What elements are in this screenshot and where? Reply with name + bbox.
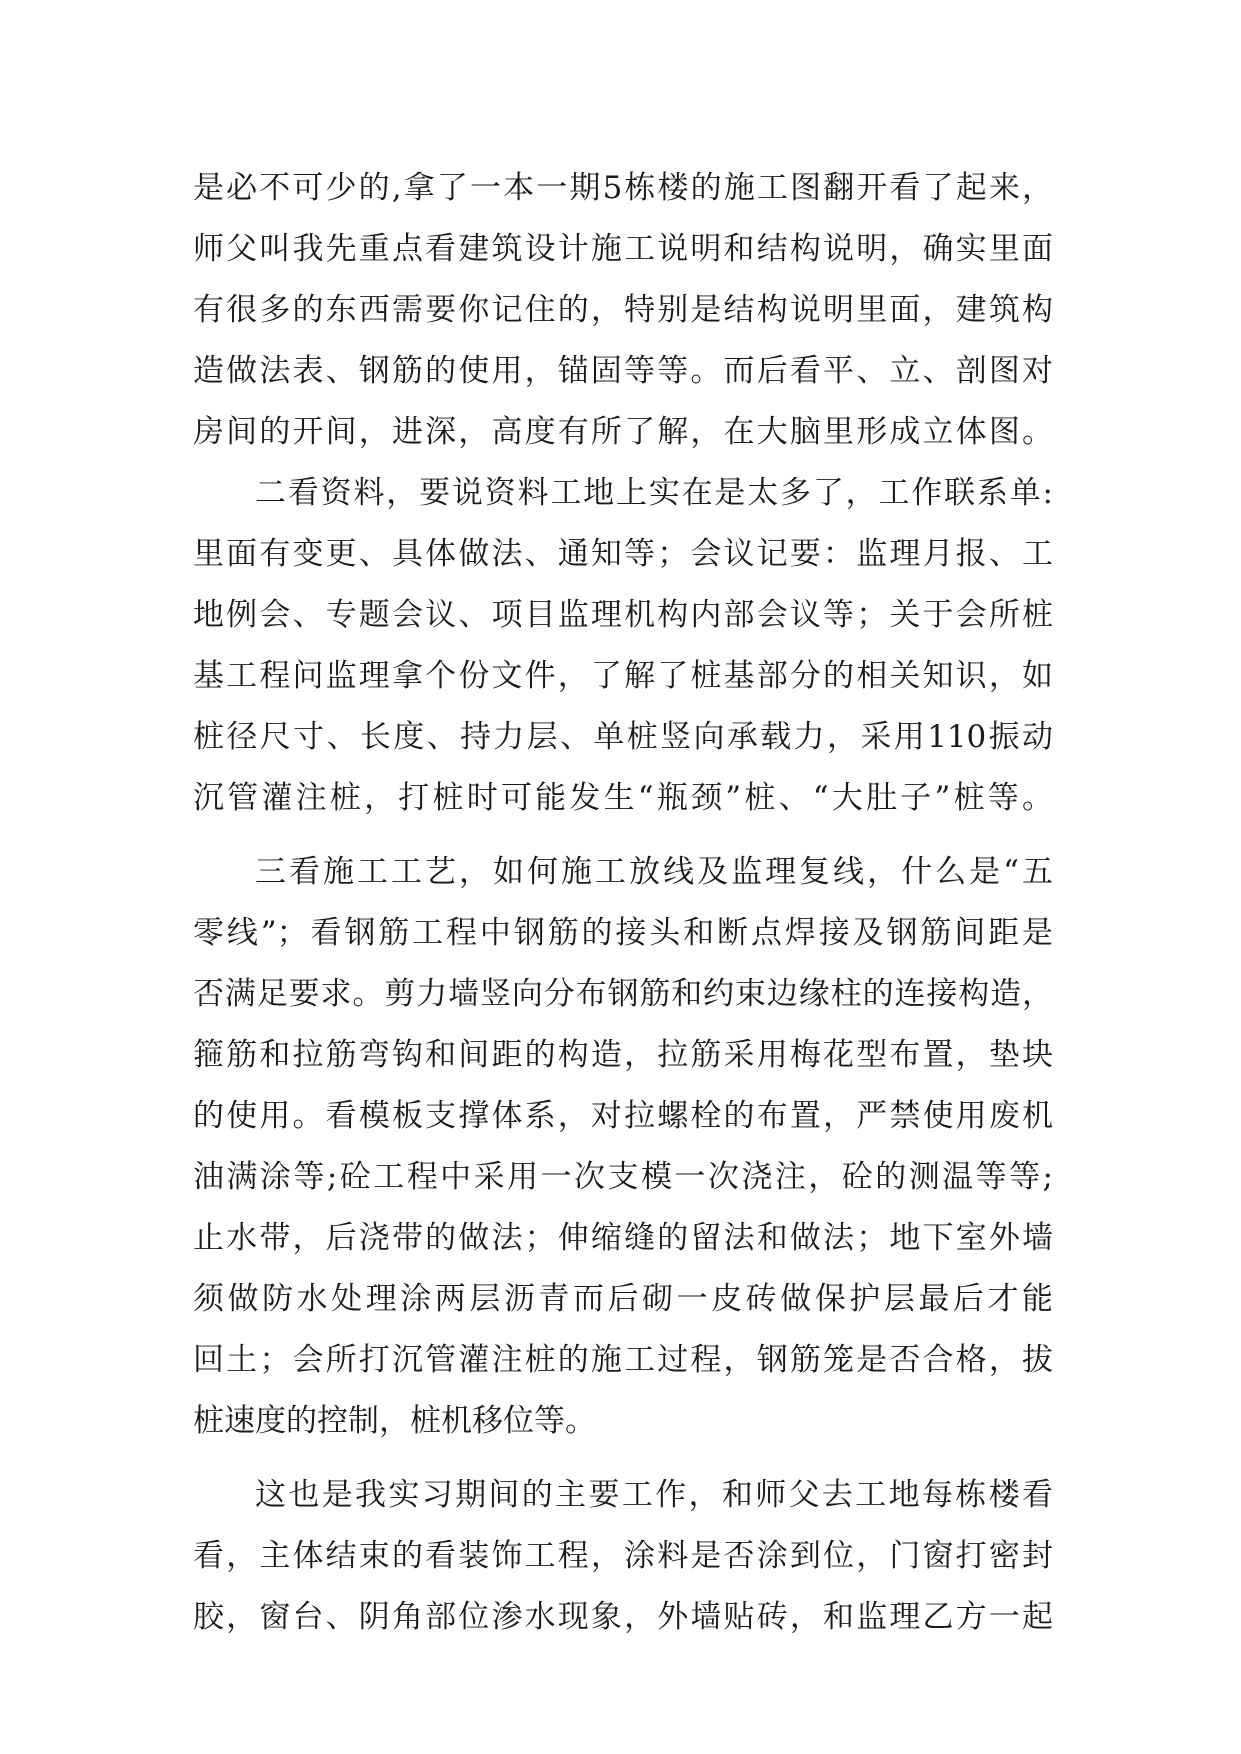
text-line: 的使用。看模板支撑体系，对拉螺栓的布置，严禁使用废机 [193,1098,1053,1134]
paragraph-spacing [193,829,1053,842]
text-line: 零线”；看钢筋工程中钢筋的接头和断点焊接及钢筋间距是 [193,915,1053,951]
text-line: 有很多的东西需要你记住的，特别是结构说明里面，建筑构 [193,292,1053,328]
text-line: 回土；会所打沉管灌注桩的施工过程，钢筋笼是否合格，拔 [193,1342,1053,1378]
text-line: 胶，窗台、阴角部位渗水现象，外墙贴砖，和监理乙方一起 [193,1599,1053,1635]
text-line: 桩速度的控制，桩机移位等。 [193,1403,596,1439]
text-line: 师父叫我先重点看建筑设计施工说明和结构说明，确实里面 [193,231,1053,267]
text-line: 是必不可少的,拿了一本一期5栋楼的施工图翻开看了起来， [193,170,1053,206]
text-line: 否满足要求。剪力墙竖向分布钢筋和约束边缘柱的连接构造， [193,976,1053,1012]
text-line: 须做防水处理涂两层沥青而后砌一皮砖做保护层最后才能 [193,1281,1053,1317]
text-line: 沉管灌注桩，打桩时可能发生“瓶颈”桩、“大肚子”桩等。 [193,780,1053,816]
paragraph-spacing [193,1452,1053,1465]
text-line: 造做法表、钢筋的使用，锚固等等。而后看平、立、剖图对 [193,353,1053,389]
text-line: 里面有变更、具体做法、通知等；会议记要：监理月报、工 [193,536,1053,572]
text-line: 三看施工工艺，如何施工放线及监理复线，什么是“五 [255,854,1053,890]
text-line: 箍筋和拉筋弯钩和间距的构造，拉筋采用梅花型布置，垫块 [193,1037,1053,1073]
text-line: 桩径尺寸、长度、持力层、单桩竖向承载力，采用110振动 [193,719,1053,755]
document-body [193,158,1053,1648]
text-line: 二看资料，要说资料工地上实在是太多了，工作联系单: [255,475,1053,511]
text-line: 基工程问监理拿个份文件，了解了桩基部分的相关知识，如 [193,658,1053,694]
text-line: 这也是我实习期间的主要工作，和师父去工地每栋楼看 [255,1477,1053,1513]
text-line: 房间的开间，进深，高度有所了解，在大脑里形成立体图。 [193,414,1053,450]
text-line: 看，主体结束的看装饰工程，涂料是否涂到位，门窗打密封 [193,1538,1053,1574]
text-line: 地例会、专题会议、项目监理机构内部会议等；关于会所桩 [193,597,1053,633]
text-line: 止水带，后浇带的做法；伸缩缝的留法和做法；地下室外墙 [193,1220,1053,1256]
text-line: 油满涂等;砼工程中采用一次支模一次浇注，砼的测温等等; [193,1159,1053,1195]
